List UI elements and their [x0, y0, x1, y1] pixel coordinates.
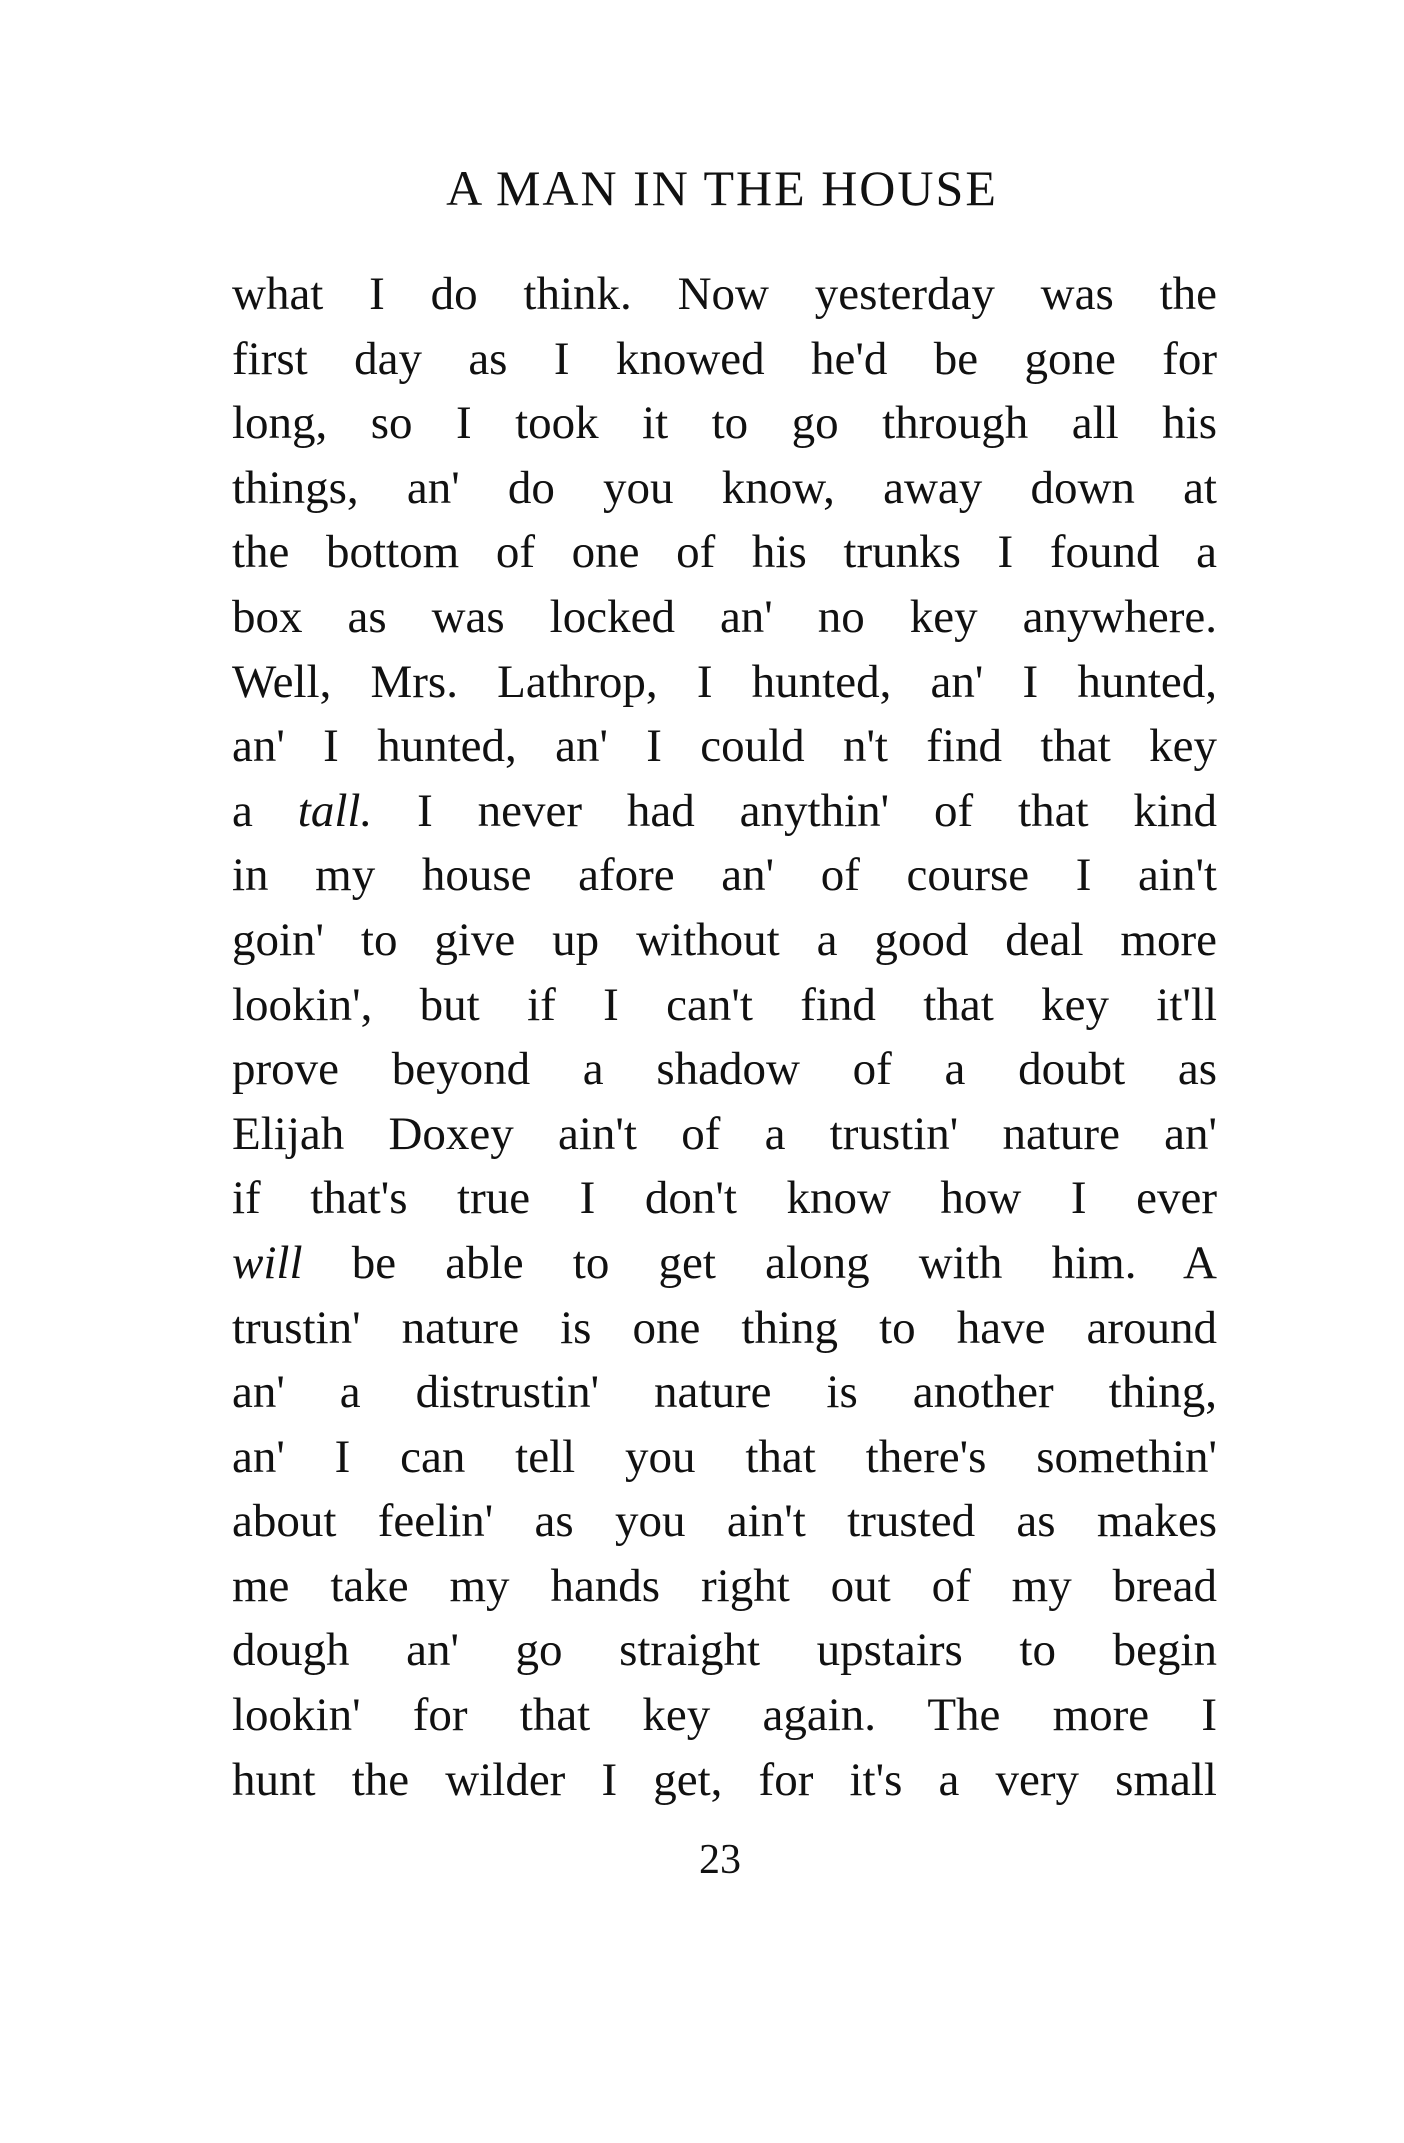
text-line: an' I can tell you that there's somethin' — [232, 1430, 1217, 1483]
italic-word: will — [232, 1236, 303, 1289]
text-line: if that's true I don't know how I ever — [232, 1172, 1217, 1225]
text-line: trustin' nature is one thing to have around — [232, 1301, 1217, 1354]
italic-word: tall. — [297, 784, 373, 837]
text-line: hunt the wilder I get, for it's a very small — [232, 1753, 1217, 1806]
text-line: Elijah Doxey ain't of a trustin' nature an' — [232, 1107, 1217, 1160]
text-line: prove beyond a shadow of a doubt as — [232, 1043, 1217, 1096]
text-line: what I do think. Now yesterday was the — [232, 268, 1217, 320]
text-line: Well, Mrs. Lathrop, I hunted, an' I hunted, — [232, 655, 1217, 708]
text-line: box as was locked an' no key anywhere. — [232, 590, 1217, 643]
text-line: the bottom of one of his trunks I found a — [232, 526, 1217, 579]
body-text — [232, 262, 1217, 1812]
text-line: an' I hunted, an' I could n't find that key — [232, 720, 1217, 773]
text-line: about feelin' as you ain't trusted as makes — [232, 1495, 1217, 1548]
text-line: long, so I took it to go through all his — [232, 397, 1217, 450]
text-line: lookin' for that key again. The more I — [232, 1689, 1217, 1742]
text-line: dough an' go straight upstairs to begin — [232, 1624, 1217, 1677]
text-line: goin' to give up without a good deal more — [232, 913, 1217, 966]
text-line: will be able to get along with him. A — [232, 1236, 1217, 1289]
text-line: an' a distrustin' nature is another thing, — [232, 1366, 1217, 1419]
text-line: things, an' do you know, away down at — [232, 461, 1217, 514]
text-line: lookin', but if I can't find that key it'll — [232, 978, 1217, 1031]
text-line: a tall. I never had anythin' of that kind — [232, 784, 1217, 837]
text-line: me take my hands right out of my bread — [232, 1559, 1217, 1612]
running-head: A MAN IN THE HOUSE — [446, 160, 998, 216]
page-number: 23 — [699, 1837, 741, 1883]
text-line: in my house afore an' of course I ain't — [232, 849, 1217, 902]
text-line: first day as I knowed he'd be gone for — [232, 332, 1217, 385]
